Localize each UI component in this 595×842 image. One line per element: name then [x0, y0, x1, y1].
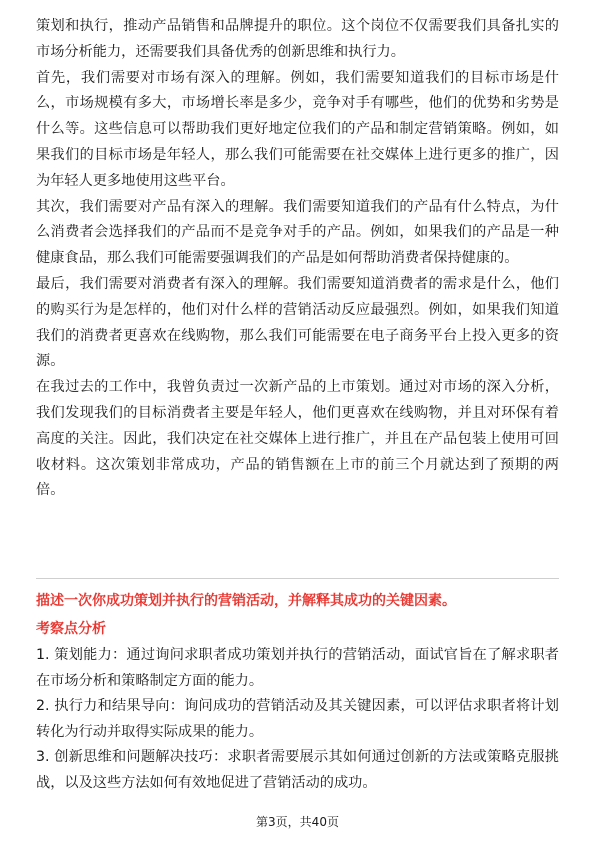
- section-divider: [36, 578, 559, 579]
- analysis-item: 3. 创新思维和问题解决技巧：求职者需要展示其如何通过创新的方法或策略克服挑战，以及这些方法如何有效地促进了营销活动的成功。: [36, 749, 559, 791]
- answer-paragraph: 策划和执行，推动产品销售和品牌提升的职位。这个岗位不仅需要我们具备扎实的市场分析能力，还需要我们具备优秀的创新思维和执行力。: [36, 18, 559, 60]
- analysis-title: 考察点分析: [36, 621, 106, 637]
- answer-body: [36, 14, 559, 504]
- analysis-list: [36, 643, 559, 796]
- analysis-item: 1. 策划能力：通过询问求职者成功策划并执行的营销活动，面试官旨在了解求职者在市场分析和策略制定方面的能力。: [36, 647, 559, 689]
- answer-paragraph: 其次，我们需要对产品有深入的理解。我们需要知道我们的产品有什么特点，为什么消费者会选择我们的产品而不是竞争对手的产品。例如，如果我们的产品是一种健康食品，那么我们可能需要强调我们的产品是如何帮助消费者保持健康的。: [36, 198, 559, 267]
- answer-paragraph: 在我过去的工作中，我曾负责过一次新产品的上市策划。通过对市场的深入分析，我们发现我们的目标消费者主要是年轻人，他们更喜欢在线购物，并且对环保有着高度的关注。因此，我们决定在社交媒体上进行推广，并且在产品包装上使用可回收材料。这次策划非常成功，产品的销售额在上市的前三个月就达到了预期的两倍。: [36, 379, 559, 499]
- interview-question: 描述一次你成功策划并执行的营销活动，并解释其成功的关键因素。: [36, 593, 456, 609]
- analysis-item: 2. 执行力和结果导向：询问成功的营销活动及其关键因素，可以评估求职者将计划转化为行动并取得实际成果的能力。: [36, 698, 559, 740]
- answer-paragraph: 首先，我们需要对市场有深入的理解。例如，我们需要知道我们的目标市场是什么，市场规模有多大，市场增长率是多少，竞争对手有哪些，他们的优势和劣势是什么等。这些信息可以帮助我们更好地定位我们的产品和制定营销策略。例如，如果我们的目标市场是年轻人，那么我们可能需要在社交媒体上进行更多的推广，因为年轻人更多地使用这些平台。: [36, 69, 559, 189]
- page-number: 第3页，共40页: [256, 815, 339, 829]
- answer-paragraph: 最后，我们需要对消费者有深入的理解。我们需要知道消费者的需求是什么，他们的购买行为是怎样的，他们对什么样的营销活动反应最强烈。例如，如果我们知道我们的消费者更喜欢在线购物，那么我们可能需要在电子商务平台上投入更多的资源。: [36, 275, 559, 370]
